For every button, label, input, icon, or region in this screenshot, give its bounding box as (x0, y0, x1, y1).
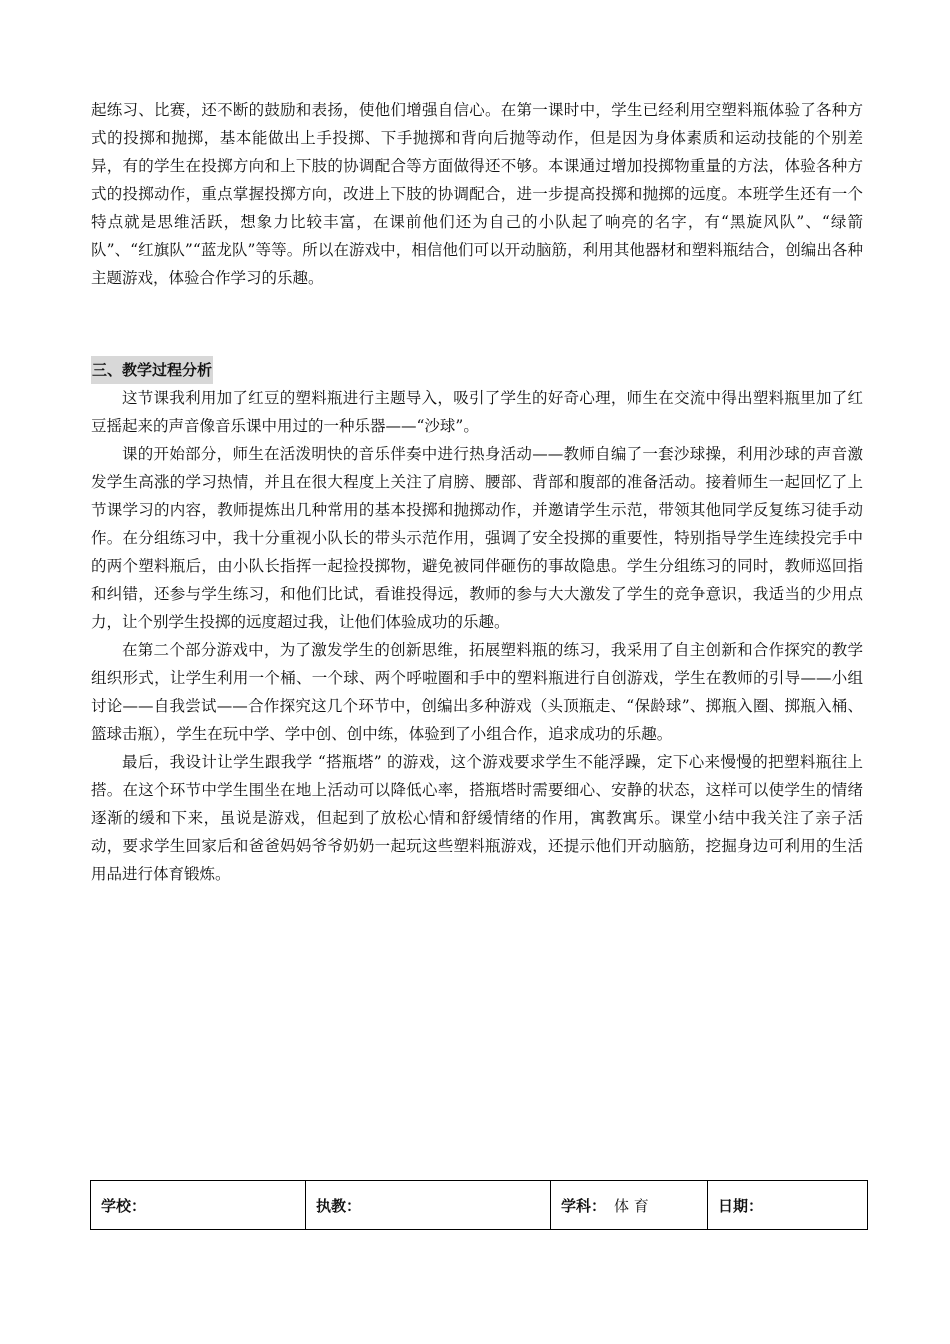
date-label: 日期： (718, 1196, 764, 1215)
subject-value: 体 育 (614, 1196, 649, 1215)
intro-text (91, 96, 863, 292)
teacher-cell (306, 1181, 551, 1230)
school-cell (91, 1181, 306, 1230)
section-3 (91, 356, 863, 888)
teacher-label: 执教： (316, 1196, 362, 1215)
paragraph-1: 这节课我利用加了红豆的塑料瓶进行主题导入，吸引了学生的好奇心理，师生在交流中得出塑料瓶里加了红豆摇起来的声音像音乐课中用过的一种乐器——“沙球”。 (91, 389, 863, 435)
paragraph-4: 最后，我设计让学生跟我学 “搭瓶塔” 的游戏，这个游戏要求学生不能浮躁，定下心来慢慢的把塑料瓶往上搭。在这个环节中学生围坐在地上活动可以降低心率，搭瓶塔时需要细心、安静的状态，这样可以使学生的情绪逐渐的缓和下来，虽说是游戏，但起到了放松心情和舒缓情绪的作用，寓教寓乐。课堂小结中我关注了亲子活动，要求学生回家后和爸爸妈妈爷爷奶奶一起玩这些塑料瓶游戏，还提示他们开动脑筋，挖掘身边可利用的生活用品进行体育锻炼。 (91, 753, 863, 883)
footer-row (91, 1181, 868, 1230)
subject-label: 学科： (561, 1196, 607, 1215)
subject-cell (551, 1181, 708, 1230)
footer-info-table (90, 1180, 868, 1230)
paragraph-2: 课的开始部分，师生在活泼明快的音乐伴奏中进行热身活动——教师自编了一套沙球操，利用沙球的声音激发学生高涨的学习热情，并且在很大程度上关注了肩膀、腰部、背部和腹部的准备活动。接着师生一起回忆了上节课学习的内容，教师提炼出几种常用的基本投掷和抛掷动作，并邀请学生示范，带领其他同学反复练习徒手动作。在分组练习中，我十分重视小队长的带头示范作用，强调了安全投掷的重要性，特别指导学生连续投完手中的两个塑料瓶后，由小队长指挥一起捡投掷物，避免被同伴砸伤的事故隐患。学生分组练习的同时，教师巡回指和纠错，还参与学生练习，和他们比试，看谁投得远，教师的参与大大激发了学生的竞争意识，我适当的少用点力，让个别学生投掷的远度超过我，让他们体验成功的乐趣。 (91, 445, 863, 631)
section-heading: 三、教学过程分析 (91, 356, 213, 384)
paragraph-intro: 起练习、比赛，还不断的鼓励和表扬，使他们增强自信心。在第一课时中，学生已经利用空塑料瓶体验了各种方式的投掷和抛掷，基本能做出上手投掷、下手抛掷和背向后抛等动作，但是因为身体素质和运动技能的个别差异，有的学生在投掷方向和上下肢的协调配合等方面做得还不够。本课通过增加投掷物重量的方法，体验各种方式的投掷动作，重点掌握投掷方向，改进上下肢的协调配合，进一步提高投掷和抛掷的远度。本班学生还有一个特点就是思维活跃，想象力比较丰富，在课前他们还为自己的小队起了响亮的名字，有“黑旋风队”、“绿箭队”、“红旗队”“蓝龙队”等等。所以在游戏中，相信他们可以开动脑筋，利用其他器材和塑料瓶结合，创编出各种主题游戏，体验合作学习的乐趣。 (91, 101, 863, 287)
date-cell (708, 1181, 868, 1230)
paragraph-3: 在第二个部分游戏中，为了激发学生的创新思维，拓展塑料瓶的练习，我采用了自主创新和合作探究的教学组织形式，让学生利用一个桶、一个球、两个呼啦圈和手中的塑料瓶进行自创游戏，学生在教师的引导——小组讨论——自我尝试——合作探究这几个环节中，创编出多种游戏（头顶瓶走、“保龄球”、掷瓶入圈、掷瓶入桶、篮球击瓶），学生在玩中学、学中创、创中练，体验到了小组合作，追求成功的乐趣。 (91, 641, 863, 743)
section-heading-row (91, 356, 863, 384)
school-label: 学校： (101, 1196, 147, 1215)
